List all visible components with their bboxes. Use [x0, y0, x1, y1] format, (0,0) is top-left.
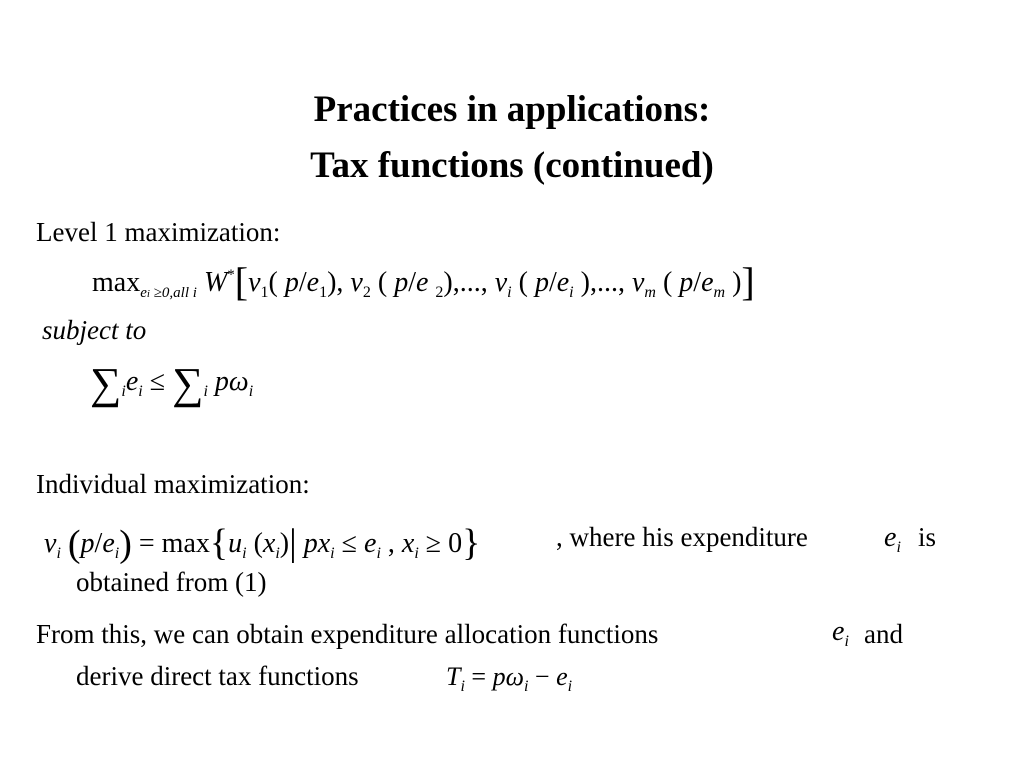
tax-function-formula: $T_i = p\omega_i - e_i$ [446, 662, 573, 695]
individual-is-text: is [918, 522, 937, 552]
derive-text: derive direct tax functions [76, 661, 359, 691]
subject-to-label: subject to [42, 315, 147, 345]
individual-where-text: , where his expenditure [556, 522, 808, 552]
individual-obtained-text: obtained from (1) [76, 567, 267, 597]
title-line-2: Tax functions (continued) [310, 145, 714, 186]
slide-title [0, 82, 1024, 194]
individual-formula: $v_i$ $(p/e_i) = \max\{u_i$ $(x_i)|$ $px_i \le e_i$ , $x_i \ge 0$} [44, 522, 481, 565]
level1-label: Level 1 maximization: [36, 217, 281, 247]
and-text: and [864, 619, 903, 649]
from-this-text: From this, we can obtain expenditure allocation functions [36, 619, 659, 649]
allocation-ei-symbol: $e_i$ [832, 616, 849, 650]
budget-constraint-formula: $\sum_ie_i \le \sum_i$ $p\omega_i$ [90, 359, 254, 408]
individual-label: Individual maximization: [36, 469, 310, 499]
expenditure-ei-symbol: $e_i$ [884, 522, 901, 556]
level1-objective-formula: $\max_{ei \ge 0,all i} W^*[v_1$( $p/e_1$), $v_2$ ( p/e $_2$),..., $v_i$ ( $p/e_i$ ),..., $v_m$ ( $p/e_m$ )] [92, 259, 755, 304]
title-line-1: Practices in applications: [313, 89, 711, 130]
